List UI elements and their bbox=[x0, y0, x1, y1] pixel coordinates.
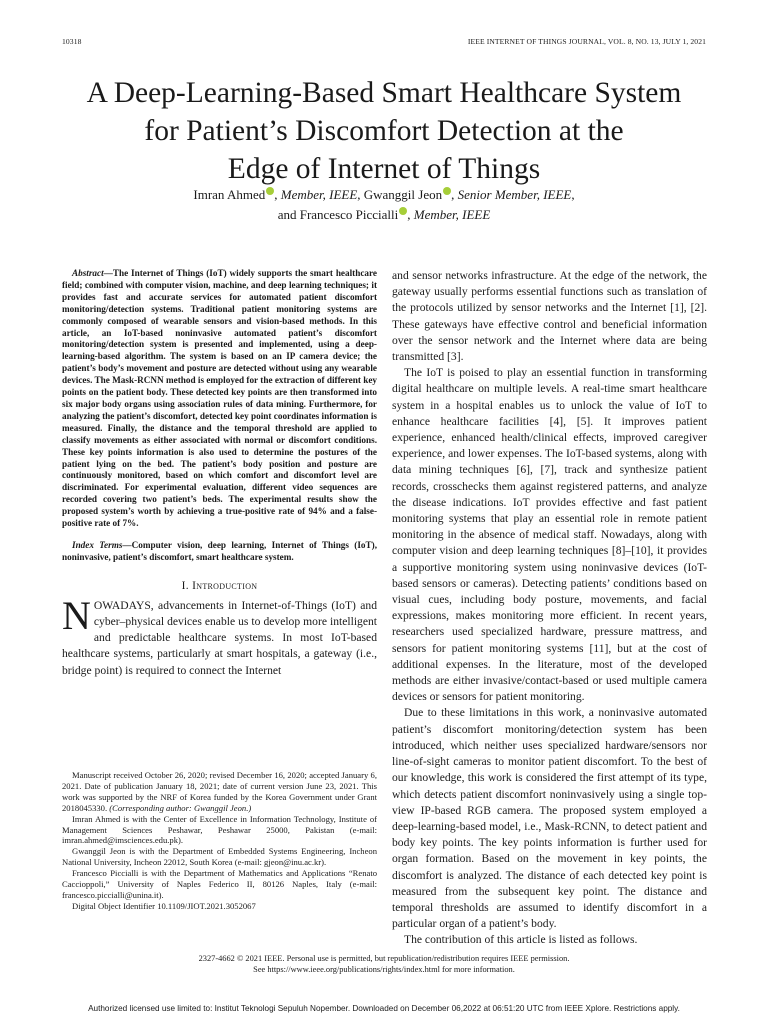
body-paragraph-3: Due to these limitations in this work, a noninvasive automated patient’s discomfort monitoring/detection system has been introduced, which neither uses specialized hardware/sensors nor line-of-sight cameras to monitor patient discomfort. To the best of our knowledge, this work is considered the first attempt of its type, which detects patient discomfort noninvasively using a single top-view IP-based RGB camera. The proposed system employed a deep-learning-based model, i.e., Mask-RCNN, to detect patient and body key points. The key points information is further used for organ formation. Based on the movement in key points, the discomfort is analyzed. The distance of each detected key point is measured from the subsequent key point. The distance and temporal thresholds are assumed to identify discomfort in a particular organ of a patient’s body. bbox=[392, 706, 707, 931]
index-terms bbox=[62, 540, 377, 564]
orcid-icon[interactable] bbox=[443, 187, 451, 195]
footnote-doi: Digital Object Identifier 10.1109/JIOT.2021.3052067 bbox=[72, 900, 256, 911]
author-gwanggil-jeon: Gwanggil Jeon bbox=[363, 187, 443, 202]
author-line-2: and Francesco Piccialli , Member, IEEE bbox=[277, 207, 491, 222]
orcid-icon[interactable] bbox=[399, 207, 407, 215]
license-footer: Authorized licensed use limited to: Institut Teknologi Sepuluh Nopember. Downloaded on December 06,2022 at 06:51:20 UTC from IEEE Xplore. Restrictions apply. bbox=[88, 1004, 680, 1013]
drop-cap: N bbox=[62, 592, 91, 638]
corresponding-author: (Corresponding author: Gwanggil Jeon.) bbox=[109, 802, 252, 813]
title-line-1: A Deep-Learning-Based Smart Healthcare System bbox=[86, 77, 682, 109]
body-paragraph-4: The contribution of this article is listed as follows. bbox=[404, 933, 638, 947]
author-block bbox=[40, 185, 728, 225]
orcid-icon[interactable] bbox=[266, 187, 274, 195]
author-role: Member, IEEE bbox=[413, 207, 491, 222]
copyright-line-1: 2327-4662 © 2021 IEEE. Personal use is permitted, but republication/redistribution requires IEEE permission. bbox=[198, 954, 570, 963]
running-header: IEEE INTERNET OF THINGS JOURNAL, VOL. 8, NO. 13, JULY 1, 2021 bbox=[467, 37, 706, 46]
intro-text: OWADAYS, advancements in Internet-of-Things (IoT) and cyber–physical devices enable us to develop more intelligent and predictable healthcare systems. In most IoT-based healthcare systems, particularly at smart hospitals, a gateway (i.e., bridge point) is required to connect the Internet bbox=[62, 598, 377, 677]
title-line-3: Edge of Internet of Things bbox=[227, 153, 541, 185]
title-line-2: for Patient’s Discomfort Detection at the bbox=[144, 115, 624, 147]
author-role: Member, IEEE bbox=[280, 187, 358, 202]
author-imran-ahmed: Imran Ahmed bbox=[193, 187, 266, 202]
abstract-label: Abstract bbox=[72, 268, 104, 278]
right-column bbox=[392, 268, 707, 949]
footnote-imran: Imran Ahmed is with the Center of Excellence in Information Technology, Institute of Management Sciences Peshawar, Peshawar 25000, Pakistan (e-mail: imran.ahmed@imsciences.edu.pk). bbox=[62, 813, 377, 846]
index-terms-label: Index Terms bbox=[72, 539, 123, 550]
page-number: 10318 bbox=[62, 37, 82, 46]
body-paragraph-1: and sensor networks infrastructure. At the edge of the network, the gateway usually performs essential functions such as translation of the protocols utilized by sensor networks and the Internet [1], [2]. These gateways have effective control and beneficial information over the sensor network and the Internet where data are being transmitted [3]. bbox=[392, 269, 707, 364]
footnote-manuscript: Manuscript received October 26, 2020; revised December 16, 2020; accepted January 6, 2021. Date of publication January 18, 2021; date of current version June 23, 2021. This work was supported by the NRF of Korea funded by the Korea Government under Grant 2018045330. (Corresponding author: Gwanggil Jeon.) bbox=[62, 770, 377, 813]
author-role: Senior Member, IEEE bbox=[457, 187, 572, 202]
author-francesco-piccialli: and Francesco Piccialli bbox=[277, 207, 399, 222]
index-terms-text: —Computer vision, deep learning, Internet of Things (IoT), noninvasive, patient’s discomfort, smart healthcare system. bbox=[62, 539, 378, 562]
left-column bbox=[62, 268, 377, 679]
copyright-notice bbox=[40, 953, 728, 975]
section-name: Introduction bbox=[192, 579, 258, 592]
paper-title bbox=[40, 74, 728, 188]
body-paragraph-2: The IoT is poised to play an essential function in transforming digital healthcare on multiple levels. A real-time smart healthcare system in a hospital enables us to unlock the value of IoT to enhance healthcare facilities [4], [5]. It improves patient experience, enhanced health/clinical effects, improved caregiver experience, and lower expenses. The IoT-based systems, along with data mining techniques [6], [7], track and synthesize patient records, crosschecks them against registered patterns, and analyze the disease indications. IoT provides effective and fast patient monitoring systems that play an essential role in remote patient monitoring in the absence of medical staff. Nowadays, along with computer vision and deep learning techniques [8]–[10], it provides a supportive monitoring system using noninvasive devices (IoT-based sensors or cameras). Detecting patients’ conditions based on visual cues, including body posture, movements, and facial expressions, makes monitoring more efficient. In recent years, researchers used specialized hardware, pressure mattress, and sensors for patient monitoring systems [11], but at the cost of additional expenses. In the literature, most of the developed methods are either invasive/contact-based or used multiple camera devices or sensors for patient monitoring. bbox=[392, 366, 707, 704]
author-line-1: Imran Ahmed , Member, IEEE, Gwanggil Jeon , Senior Member, IEEE, bbox=[193, 187, 575, 202]
intro-paragraph bbox=[62, 592, 377, 679]
footnotes bbox=[62, 770, 377, 912]
abstract-text: —The Internet of Things (IoT) widely supports the smart healthcare field; combined with computer vision, machine, and deep learning techniques; it provides fast and accurate services for automated patient discomfort monitoring/detection systems. Traditional patient monitoring systems are commonly composed of wearable sensors and vision-based methods. In this article, an IoT-based noninvasive automated patient’s discomfort monitoring/detection system is presented and implemented, using a deep-learning-based algorithm. The system is based on an IP camera device; the patient’s body’s movement and posture are detected without using any wearable devices. The Mask-RCNN method is employed for the extraction of different key points on the patient body. These detected key points are then transformed into six major body organs using association rules of data mining. Furthermore, for analyzing the patient’s discomfort, detected key point coordinates information is measured. Finally, the distance and the temporal threshold are applied to classify movements as either associated with normal or discomfort conditions. These key points information is also used to determine the postures of the patient lying on the bed. The patient’s body position and posture are continuously monitored, based on which comfort and discomfort level are discriminated. For experimental evaluation, different video sequences are recorded covering two patient’s beds. The experimental results show the proposed system’s worth by achieving a true-positive rate of 94% and a false-positive rate of 7%. bbox=[62, 268, 377, 529]
copyright-line-2: See https://www.ieee.org/publications/rights/index.html for more information. bbox=[253, 965, 515, 974]
footnote-piccialli: Francesco Piccialli is with the Department of Mathematics and Applications “Renato Caccioppoli,” University of Naples Federico II, 80126 Naples, Italy (e-mail: francesco.piccialli@unina.it). bbox=[62, 868, 377, 900]
footnote-jeon: Gwanggil Jeon is with the Department of Embedded Systems Engineering, Incheon National University, Incheon 22012, South Korea (e-mail: gjeon@inu.ac.kr). bbox=[62, 846, 377, 868]
abstract bbox=[62, 268, 377, 530]
section-heading bbox=[62, 580, 377, 592]
section-numeral: I. bbox=[181, 579, 189, 592]
